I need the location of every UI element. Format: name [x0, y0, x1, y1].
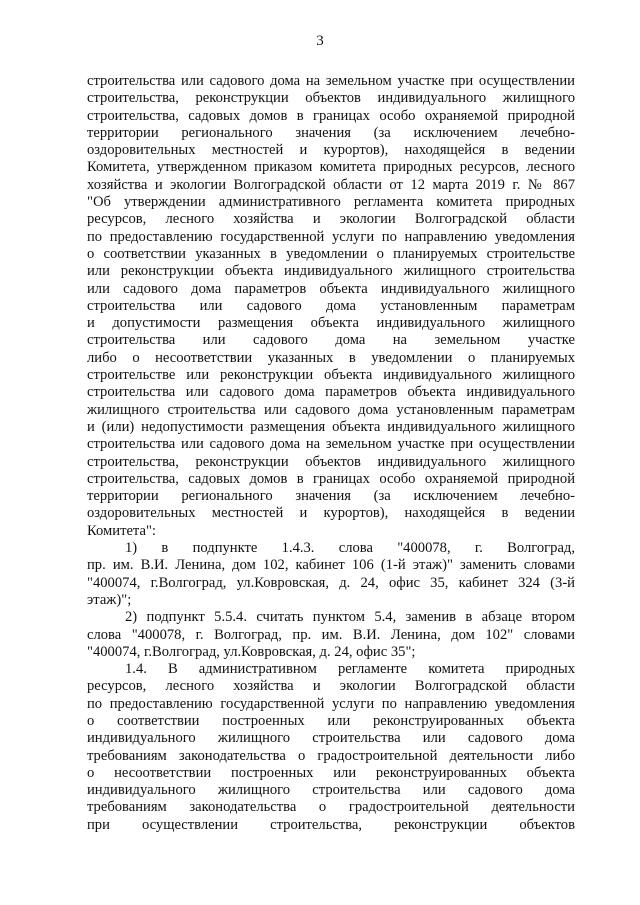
text-line: этаж)";	[87, 591, 132, 608]
text-line: строительства или садового дома на земельном участке	[87, 332, 575, 349]
text-line: или садового дома параметров объекта индивидуального жилищного	[87, 280, 575, 297]
text-line: строительстве или реконструкции объекта индивидуального жилищного	[87, 367, 575, 384]
text-line: "400074, г.Волгоград, ул.Ковровская, д. 24, офис 35, кабинет 324 (3-й	[87, 574, 575, 591]
text-line: о несоответствии построенных или реконструированных объекта	[87, 764, 575, 781]
page-number: 3	[316, 33, 324, 49]
paragraph-continuation	[87, 73, 575, 540]
text-line: 1) в подпункте 1.4.3. слова "400078, г. Волгоград,	[125, 540, 575, 557]
paragraph-item-1	[87, 540, 575, 609]
text-line: пр. им. В.И. Ленина, дом 102, кабинет 106 (1-й этаж)" заменить словами	[87, 557, 575, 574]
text-line: слова "400078, г. Волгоград, пр. им. В.И. Ленина, дом 102" словами	[87, 626, 575, 643]
text-line: требованиям законодательства о градостроительной деятельности	[87, 799, 575, 816]
text-line: "400074, г.Волгоград, ул.Ковровская, д. 24, офис 35";	[87, 643, 416, 660]
text-line: "Об утверждении административного регламента комитета природных	[87, 194, 575, 211]
text-line: 2) подпункт 5.5.4. считать пунктом 5.4, заменив в абзаце втором	[125, 609, 575, 626]
text-line: ресурсов, лесного хозяйства и экологии Волгоградской области	[87, 678, 575, 695]
text-line: строительства, реконструкции объектов индивидуального жилищного	[87, 453, 575, 470]
text-line: строительства, садовых домов в границах особо охраняемой природной	[87, 107, 575, 124]
text-line: строительства, садовых домов в границах особо охраняемой природной	[87, 470, 575, 487]
text-line: или реконструкции объекта индивидуального жилищного строительства	[87, 263, 575, 280]
text-line: либо о несоответствии указанных в уведомлении о планируемых	[87, 349, 575, 366]
text-line: индивидуального жилищного строительства или садового дома	[87, 782, 575, 799]
text-line: о соответствии указанных в уведомлении о планируемых строительстве	[87, 245, 575, 262]
text-line: хозяйства и экологии Волгоградской области от 12 марта 2019 г. № 867	[87, 176, 575, 193]
text-line: индивидуального жилищного строительства или садового дома	[87, 730, 575, 747]
text-line: оздоровительных местностей и курортов), находящейся в ведении	[87, 505, 575, 522]
text-line: при осуществлении строительства, реконструкции объектов	[87, 816, 575, 833]
text-line: и допустимости размещения объекта индивидуального жилищного	[87, 315, 575, 332]
text-line: строительства или садового дома на земельном участке при осуществлении	[87, 73, 575, 89]
text-line: ресурсов, лесного хозяйства и экологии Волгоградской области	[87, 211, 575, 228]
text-line: по предоставлению государственной услуги по направлению уведомления	[87, 695, 575, 712]
text-line: требованиям законодательства о градостроительной деятельности либо	[87, 747, 575, 764]
document-body	[87, 73, 575, 834]
text-line: 1.4. В административном регламенте комитета природных	[125, 661, 575, 678]
text-line: жилищного строительства или садового дома установленным параметрам	[87, 401, 575, 418]
text-line: оздоровительных местностей и курортов), находящейся в ведении	[87, 142, 575, 159]
paragraph-item-2	[87, 609, 575, 661]
text-line: и (или) недопустимости размещения объекта индивидуального жилищного	[87, 418, 575, 435]
text-line: строительства или садового дома параметров объекта индивидуального	[87, 384, 575, 401]
text-line: территории регионального значения (за исключением лечебно-	[87, 124, 575, 141]
text-line: по предоставлению государственной услуги по направлению уведомления	[87, 228, 575, 245]
text-line: строительства или садового дома установленным параметрам	[87, 297, 575, 314]
text-line: территории регионального значения (за исключением лечебно-	[87, 488, 575, 505]
paragraph-item-1-4	[87, 661, 575, 834]
text-line: о соответствии построенных или реконструированных объекта	[87, 712, 575, 729]
text-line: строительства или садового дома на земельном участке при осуществлении	[87, 436, 575, 453]
text-line: строительства, реконструкции объектов индивидуального жилищного	[87, 90, 575, 107]
text-line: Комитета, утвержденном приказом комитета природных ресурсов, лесного	[87, 159, 575, 176]
text-line: Комитета":	[87, 522, 156, 539]
